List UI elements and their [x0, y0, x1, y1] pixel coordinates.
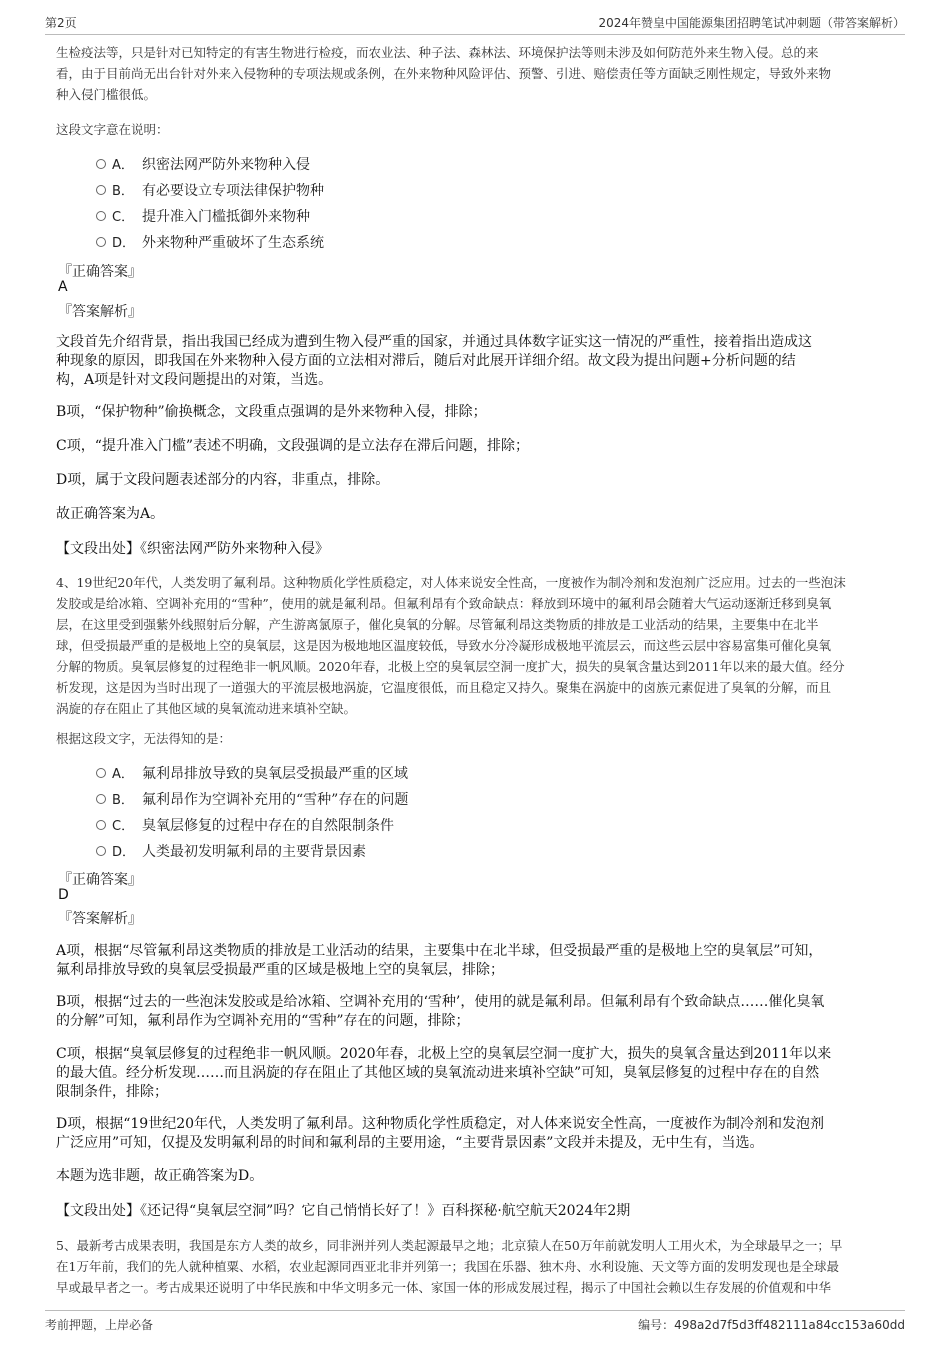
passage-line: 涡旋的存在阻止了其他区域的臭氧流动进来填补空缺。	[56, 701, 357, 716]
passage-line: 分解的物质。臭氧层修复的过程绝非一帆风顺。2020年春，北极上空的臭氧层空洞一度扩大，损失的臭氧含量达到2011年以来的最大值。经分	[56, 659, 845, 674]
q4-analysis-para: B项，根据“过去的一些泡沫发胶或是给冰箱、空调补充用的‘雪种’，使用的就是氟利昂。但氟利昂有个致命缺点……催化臭氧 的分解”可知，氟利昂作为空调补充用的“雪种”存在的问题，排除；	[56, 994, 825, 1029]
q3-answer: A	[58, 279, 68, 295]
passage-line: 析发现，这是因为当时出现了一道强大的平流层极地涡旋，它温度很低，而且稳定又持久。聚集在涡旋中的卤族元素促进了臭氧的分解，而且	[56, 680, 832, 695]
q3-stem: 这段文字意在说明：	[56, 122, 169, 137]
q3-option-a[interactable]: A． 织密法网严防外来物种入侵	[96, 154, 310, 174]
radio-icon[interactable]	[96, 820, 106, 830]
radio-icon[interactable]	[96, 794, 106, 804]
q4-analysis-para: A项，根据“尽管氟利昂这类物质的排放是工业活动的结果，主要集中在北半球，但受损最严重的是极地上空的臭氧层”可知， 氟利昂排放导致的臭氧层受损最严重的区域是极地上空的臭氧层，排除；	[56, 943, 823, 978]
q4-option-b[interactable]: B． 氟利昂作为空调补充用的“雪种”存在的问题	[96, 789, 408, 809]
q3-analysis-para: D项，属于文段问题表述部分的内容，非重点，排除。	[56, 472, 390, 488]
q4-stem: 根据这段文字，无法得知的是：	[56, 731, 232, 746]
q3-passage	[56, 42, 896, 105]
radio-icon[interactable]	[96, 159, 106, 169]
q3-analysis-para: 故正确答案为A。	[56, 506, 165, 522]
passage-line: 看，由于目前尚无出台针对外来入侵物种的专项法规或条例，在外来物种风险评估、预警、引进、赔偿责任等方面缺乏刚性规定，导致外来物	[56, 66, 832, 81]
passage-line: 发胶或是给冰箱、空调补充用的“雪种”，使用的就是氟利昂。但氟利昂有个致命缺点：释放到环境中的氟利昂会随着大气运动逐渐迁移到臭氧	[56, 596, 832, 611]
passage-line: 4、19世纪20年代，人类发明了氟利昂。这种物质化学性质稳定，对人体来说安全性高，一度被作为制冷剂和发泡剂广泛应用。过去的一些泡沫	[56, 575, 846, 590]
q4-option-c[interactable]: C． 臭氧层修复的过程中存在的自然限制条件	[96, 815, 394, 835]
q3-analysis-para: B项，“保护物种”偷换概念，文段重点强调的是外来物种入侵，排除；	[56, 404, 487, 420]
q5-passage	[56, 1235, 896, 1298]
page-number: 第2页	[45, 16, 77, 30]
q3-option-d[interactable]: D． 外来物种严重破坏了生态系统	[96, 232, 324, 252]
q3-source: 【文段出处】《织密法网严防外来物种入侵》	[56, 541, 329, 557]
q4-analysis-label: 『答案解析』	[58, 911, 142, 927]
passage-line: 5、最新考古成果表明，我国是东方人类的故乡，同非洲并列人类起源最早之地；北京猿人在50万年前就发明人工用火术，为全球最早之一；早	[56, 1238, 843, 1253]
passage-line: 早或最早者之一。考古成果还说明了中华民族和中华文明多元一体、家国一体的形成发展过程，揭示了中国社会赖以生存发展的价值观和中华	[56, 1280, 832, 1295]
passage-line: 球，但受损最严重的是极地上空的臭氧层，这是因为极地地区温度较低，导致水分冷凝形成极地平流层云，而这些云层中容易富集可催化臭氧	[56, 638, 832, 653]
q4-analysis-para: D项，根据“19世纪20年代，人类发明了氟利昂。这种物质化学性质稳定，对人体来说安全性高，一度被作为制冷剂和发泡剂 广泛应用”可知，仅提及发明氟利昂的时间和氟利昂的主要用途，“主要背景因素”文段并未提及，无中生有，当选。	[56, 1116, 825, 1151]
footer-slogan: 考前押题，上岸必备	[45, 1318, 154, 1332]
q4-analysis-para: 本题为选非题，故正确答案为D。	[56, 1168, 264, 1184]
q4-passage	[56, 572, 896, 719]
radio-icon[interactable]	[96, 185, 106, 195]
document-code: 编号：498a2d7f5d3ff482111a84cc153a60dd	[638, 1318, 905, 1332]
page-header	[45, 12, 905, 35]
q4-option-d[interactable]: D． 人类最初发明氟利昂的主要背景因素	[96, 841, 366, 861]
radio-icon[interactable]	[96, 846, 106, 856]
radio-icon[interactable]	[96, 237, 106, 247]
q4-source: 【文段出处】《还记得“臭氧层空洞”吗？它自己悄悄长好了！》百科探秘·航空航天2024年2期	[56, 1203, 631, 1219]
passage-line: 层，在这里受到强紫外线照射后分解，产生游离氯原子，催化臭氧的分解。尽管氟利昂这类物质的排放是工业活动的结果，主要集中在北半	[56, 617, 819, 632]
page-footer	[45, 1310, 905, 1333]
q3-option-c[interactable]: C． 提升准入门槛抵御外来物种	[96, 206, 310, 226]
passage-line: 生检疫法等，只是针对已知特定的有害生物进行检疫，而农业法、种子法、森林法、环境保护法等则未涉及如何防范外来生物入侵。总的来	[56, 45, 819, 60]
q3-analysis-para: 文段首先介绍背景，指出我国已经成为遭到生物入侵严重的国家，并通过具体数字证实这一情况的严重性，接着指出造成这 种现象的原因，即我国在外来物种入侵方面的立法相对滞后，随后对此展开详细介绍。故文段为提出问题+分析问题的结 构，A项是针对文段问题提出的对策，当选。	[56, 334, 812, 388]
q3-answer-label: 『正确答案』	[58, 264, 142, 280]
q4-option-a[interactable]: A． 氟利昂排放导致的臭氧层受损最严重的区域	[96, 763, 408, 783]
q4-analysis-para: C项，根据“臭氧层修复的过程绝非一帆风顺。2020年春，北极上空的臭氧层空洞一度扩大，损失的臭氧含量达到2011年以来 的最大值。经分析发现……而且涡旋的存在阻止了其他区域的臭氧流动进来填补空缺”可知，臭氧层修复的过程中存在的自然 限制条件，排除；	[56, 1046, 832, 1100]
q4-answer: D	[58, 887, 69, 903]
q4-answer-label: 『正确答案』	[58, 872, 142, 888]
document-title: 2024年赞皇中国能源集团招聘笔试冲刺题（带答案解析）	[598, 16, 905, 30]
q3-option-b[interactable]: B． 有必要设立专项法律保护物种	[96, 180, 324, 200]
radio-icon[interactable]	[96, 768, 106, 778]
q3-analysis-label: 『答案解析』	[58, 304, 142, 320]
radio-icon[interactable]	[96, 211, 106, 221]
q3-analysis-para: C项，“提升准入门槛”表述不明确，文段强调的是立法存在滞后问题，排除；	[56, 438, 530, 454]
passage-line: 种入侵门槛很低。	[56, 87, 157, 102]
passage-line: 在1万年前，我们的先人就种植粟、水稻，农业起源同西亚北非并列第一；我国在乐器、独木舟、水利设施、天文等方面的发明发现也是全球最	[56, 1259, 839, 1274]
